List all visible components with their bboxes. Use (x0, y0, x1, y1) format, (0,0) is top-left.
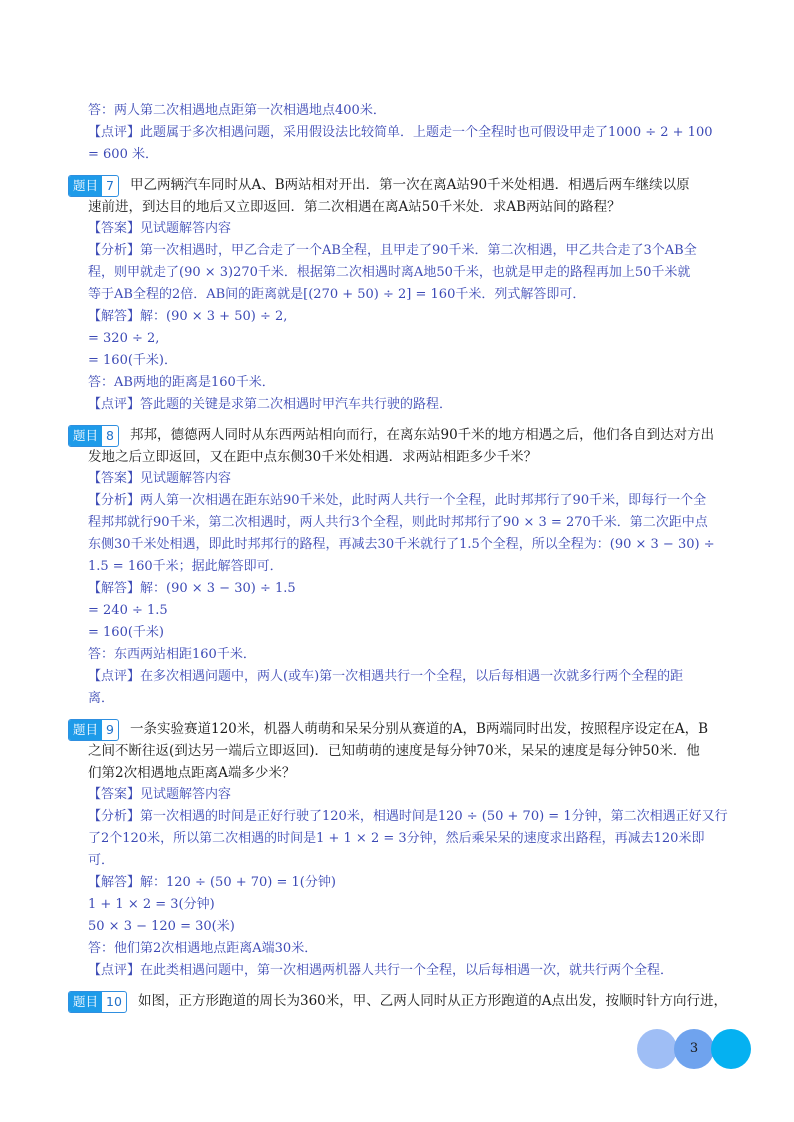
question-stem: 一条实验赛道120米，机器人萌萌和呆呆分别从赛道的A，B两端同时出发，按照程序设定在A，B (130, 721, 709, 737)
analysis-line: 【分析】两人第一次相遇在距东站90千米处，此时两人共行一个全程，此时邦邦行了90千米，即每行一个全 (88, 493, 707, 508)
previous-answer: 答：两人第二次相遇地点距第一次相遇地点400米． (88, 103, 386, 118)
solution-line: 答：AB两地的距离是160千米． (88, 375, 275, 390)
solution-line: = 160(千米)． (88, 353, 177, 368)
comment-line: 离． (88, 691, 115, 706)
solution-line: 【解答】解：120 ÷ (50 + 70) = 1(分钟) (88, 875, 336, 890)
page-footer (637, 1029, 751, 1069)
comment-line: 【点评】答此题的关键是求第二次相遇时甲汽车共行驶的路程． (88, 397, 453, 412)
solution-line: = 240 ÷ 1.5 (88, 603, 168, 618)
question-9 (73, 718, 734, 740)
question-stem: 甲乙两辆汽车同时从A、B两站相对开出．第一次在离A站90千米处相遇．相遇后两车继续以原 (130, 177, 690, 193)
analysis-line: 【分析】第一次相遇时，甲乙合走了一个AB全程，且甲走了90千米．第二次相遇，甲乙共合走了3个AB全 (88, 243, 697, 258)
question-tag: 题目 9 (68, 719, 119, 741)
analysis-line: 东侧30千米处相遇，即此时邦邦行的路程，再减去30千米就行了1.5个全程，所以全程为：(90 × 3 − 30) ÷ (88, 537, 715, 552)
previous-comment: 【点评】此题属于多次相遇问题，采用假设法比较简单．上题走一个全程时也可假设甲走了1000 ÷ 2 + 100 (88, 125, 713, 140)
question-stem: 速前进，到达目的地后又立即返回．第二次相遇在离A站50千米处．求AB两站间的路程？ (88, 199, 621, 215)
solution-line: 50 × 3 − 120 = 30(米) (88, 919, 235, 934)
solution-line: 答：东西两站相距160千米． (88, 647, 256, 662)
solution-line: 【解答】解：(90 × 3 − 30) ÷ 1.5 (88, 581, 296, 596)
footer-circle (711, 1029, 751, 1069)
previous-comment-cont: = 600 米． (88, 147, 158, 162)
question-10 (73, 990, 734, 1012)
analysis-line: 【分析】第一次相遇的时间是正好行驶了120米，相遇时间是120 ÷ (50 + 70) = 1分钟，第二次相遇正好又行 (88, 809, 728, 824)
solution-line: 1 + 1 × 2 = 3(分钟) (88, 897, 215, 912)
analysis-line: 等于AB全程的2倍．AB间的距离就是[(270 + 50) ÷ 2] = 160千米．列式解答即可． (88, 287, 586, 302)
footer-circle (637, 1029, 677, 1069)
question-tag: 题目 10 (68, 991, 127, 1013)
solution-line: = 320 ÷ 2, (88, 331, 160, 346)
question-stem: 之间不断往返(到达另一端后立即返回)．已知萌萌的速度是每分钟70米，呆呆的速度是每分钟50米．他 (88, 743, 700, 759)
analysis-line: 可． (88, 853, 115, 868)
comment-line: 【点评】在多次相遇问题中，两人(或车)第一次相遇共行一个全程，以后每相遇一次就多行两个全程的距 (88, 669, 684, 684)
question-tag: 题目 7 (68, 175, 119, 197)
analysis-line: 1.5 = 160千米；据此解答即可． (88, 559, 283, 574)
question-tag: 题目 8 (68, 425, 119, 447)
solution-line: 【解答】解：(90 × 3 + 50) ÷ 2, (88, 309, 288, 324)
solution-line: 答：他们第2次相遇地点距离A端30米． (88, 941, 318, 956)
question-7 (73, 174, 734, 196)
answer-line: 【答案】见试题解答内容 (88, 471, 232, 486)
page-number: 3 (689, 1041, 699, 1056)
comment-line: 【点评】在此类相遇问题中，第一次相遇两机器人共行一个全程，以后每相遇一次，就共行两个全程． (88, 963, 674, 978)
question-8 (73, 424, 734, 446)
question-stem: 发地之后立即返回，又在距中点东侧30千米处相遇．求两站相距多少千米？ (88, 449, 538, 465)
solution-line: = 160(千米) (88, 625, 164, 640)
document-body (73, 100, 734, 1012)
analysis-line: 了2个120米，所以第二次相遇的时间是1 + 1 × 2 = 3分钟，然后乘呆呆的速度求出路程，再减去120米即 (88, 831, 705, 846)
answer-line: 【答案】见试题解答内容 (88, 221, 232, 236)
analysis-line: 程邦邦就行90千米，第二次相遇时，两人共行3个全程，则此时邦邦行了90 × 3 = 270千米．第二次距中点 (88, 515, 708, 530)
analysis-line: 程，则甲就走了(90 × 3)270千米．根据第二次相遇时离A地50千米，也就是甲走的路程再加上50千米就 (88, 265, 691, 280)
answer-line: 【答案】见试题解答内容 (88, 787, 232, 802)
question-stem: 邦邦，德德两人同时从东西两站相向而行，在离东站90千米的地方相遇之后，他们各自到达对方出 (130, 427, 715, 443)
question-stem: 们第2次相遇地点距离A端多少米？ (88, 765, 296, 781)
question-stem: 如图，正方形跑道的周长为360米，甲、乙两人同时从正方形跑道的A点出发，按顺时针方向行进， (138, 993, 728, 1009)
